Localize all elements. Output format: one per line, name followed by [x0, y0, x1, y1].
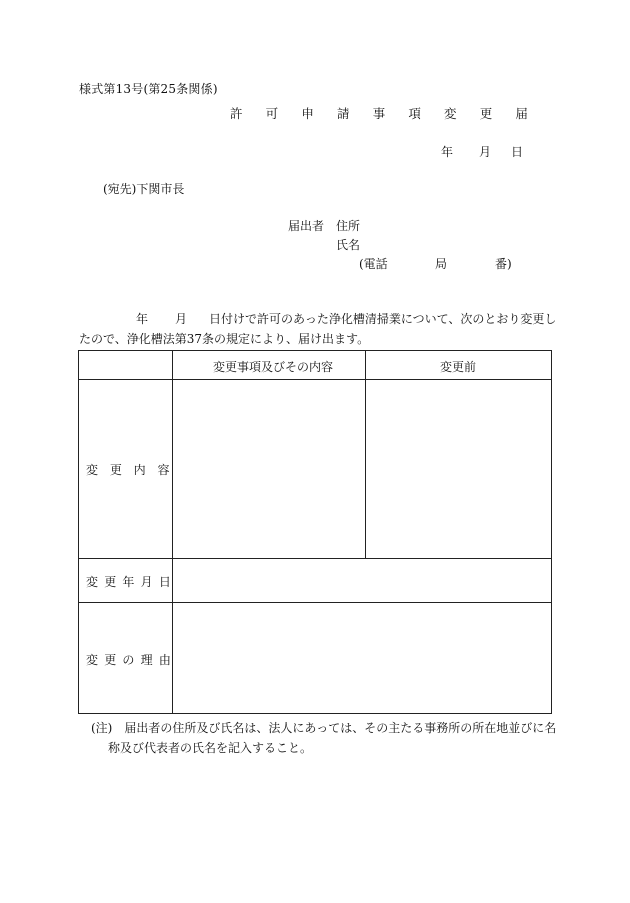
content-before-cell[interactable] — [366, 380, 551, 558]
table-border-bottom — [78, 713, 552, 714]
date-month-label: 月 — [479, 145, 492, 159]
phone-exchange-label: 局 — [435, 257, 448, 271]
document-title: 許 可 申 請 事 項 変 更 届 — [230, 106, 538, 121]
addressee: (宛先)下関市長 — [103, 182, 185, 196]
name-label: 氏名 — [336, 238, 361, 252]
body-line1-rest: 日付けで許可のあった浄化槽清掃業について、次のとおり変更し — [209, 312, 557, 326]
applicant-label: 届出者 — [288, 219, 325, 233]
address-label: 住所 — [336, 219, 361, 233]
row-label-content: 変 更 内 容 — [86, 463, 174, 477]
row-label-date: 変 更 年 月 日 — [86, 575, 173, 589]
note-line1: (注) 届出者の住所及び氏名は、法人にあっては、その主たる事務所の所在地並びに名 — [91, 721, 557, 735]
column-header-after: 変更事項及びその内容 — [213, 360, 334, 374]
row-label-reason: 変 更 の 理 由 — [86, 653, 173, 667]
form-number: 様式第13号(第25条関係) — [79, 82, 218, 96]
phone-number-label: 番) — [495, 257, 512, 271]
table-border-right — [551, 350, 552, 714]
change-table — [78, 350, 552, 714]
date-year-label: 年 — [441, 145, 454, 159]
body-month: 月 — [175, 312, 188, 326]
column-header-before: 変更前 — [440, 360, 477, 374]
phone-label: (電話 — [359, 257, 388, 271]
content-after-cell[interactable] — [173, 380, 365, 558]
change-date-cell[interactable] — [173, 559, 551, 602]
body-year: 年 — [136, 312, 149, 326]
table-border-top — [78, 350, 552, 351]
change-reason-cell[interactable] — [173, 603, 551, 713]
table-border-left — [78, 350, 79, 714]
note-line2: 称及び代表者の氏名を記入すること。 — [108, 741, 313, 755]
date-day-label: 日 — [511, 145, 524, 159]
body-text-line2: たので、浄化槽法第37条の規定により、届け出ます。 — [79, 332, 370, 346]
